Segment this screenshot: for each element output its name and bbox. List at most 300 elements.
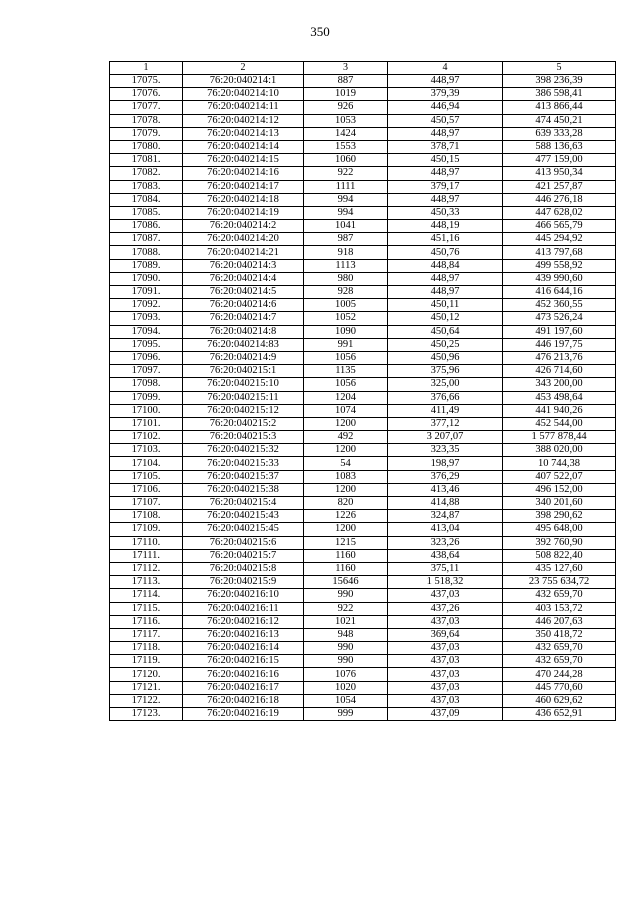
specific-value-cell: 448,97 (388, 167, 503, 180)
specific-value-cell: 448,97 (388, 127, 503, 140)
table-row (110, 602, 616, 615)
specific-value-cell: 448,97 (388, 75, 503, 88)
cadastral-number-cell: 76:20:040216:17 (183, 681, 304, 694)
cadastral-number-cell: 76:20:040214:18 (183, 193, 304, 206)
cadastral-value-cell: 477 159,00 (503, 154, 616, 167)
area-cell: 1200 (304, 523, 388, 536)
specific-value-cell: 450,57 (388, 114, 503, 127)
cadastral-number-cell: 76:20:040216:12 (183, 615, 304, 628)
area-cell: 1074 (304, 404, 388, 417)
row-number-cell: 17097. (110, 365, 183, 378)
specific-value-cell: 198,97 (388, 457, 503, 470)
specific-value-cell: 413,46 (388, 483, 503, 496)
specific-value-cell: 448,19 (388, 220, 503, 233)
area-cell: 922 (304, 602, 388, 615)
table-row (110, 206, 616, 219)
cadastral-value-cell: 398 236,39 (503, 75, 616, 88)
cadastral-value-cell: 340 201,60 (503, 497, 616, 510)
area-cell: 926 (304, 101, 388, 114)
row-number-cell: 17114. (110, 589, 183, 602)
cadastral-value-table (109, 61, 616, 721)
area-cell: 1005 (304, 299, 388, 312)
row-number-cell: 17118. (110, 642, 183, 655)
row-number-cell: 17123. (110, 708, 183, 721)
table-row (110, 101, 616, 114)
table-row (110, 220, 616, 233)
cadastral-value-cell: 446 207,63 (503, 615, 616, 628)
cadastral-number-cell: 76:20:040214:15 (183, 154, 304, 167)
specific-value-cell: 414,88 (388, 497, 503, 510)
cadastral-value-cell: 432 659,70 (503, 589, 616, 602)
table-row (110, 312, 616, 325)
area-cell: 1111 (304, 180, 388, 193)
table-row (110, 378, 616, 391)
cadastral-number-cell: 76:20:040214:2 (183, 220, 304, 233)
column-number-4: 4 (388, 62, 503, 75)
area-cell: 987 (304, 233, 388, 246)
specific-value-cell: 411,49 (388, 404, 503, 417)
area-cell: 1200 (304, 417, 388, 430)
cadastral-number-cell: 76:20:040214:13 (183, 127, 304, 140)
specific-value-cell: 450,12 (388, 312, 503, 325)
row-number-cell: 17080. (110, 140, 183, 153)
cadastral-number-cell: 76:20:040215:2 (183, 417, 304, 430)
area-cell: 820 (304, 497, 388, 510)
row-number-cell: 17078. (110, 114, 183, 127)
cadastral-number-cell: 76:20:040214:7 (183, 312, 304, 325)
cadastral-number-cell: 76:20:040214:20 (183, 233, 304, 246)
cadastral-value-cell: 470 244,28 (503, 668, 616, 681)
area-cell: 15646 (304, 576, 388, 589)
cadastral-value-cell: 446 276,18 (503, 193, 616, 206)
table-row (110, 246, 616, 259)
specific-value-cell: 375,96 (388, 365, 503, 378)
cadastral-value-cell: 432 659,70 (503, 642, 616, 655)
row-number-cell: 17102. (110, 431, 183, 444)
area-cell: 1204 (304, 391, 388, 404)
specific-value-cell: 450,33 (388, 206, 503, 219)
table-row (110, 259, 616, 272)
table-row (110, 615, 616, 628)
cadastral-number-cell: 76:20:040216:18 (183, 694, 304, 707)
cadastral-value-cell: 473 526,24 (503, 312, 616, 325)
table-row (110, 510, 616, 523)
cadastral-number-cell: 76:20:040215:7 (183, 549, 304, 562)
specific-value-cell: 375,11 (388, 562, 503, 575)
specific-value-cell: 450,15 (388, 154, 503, 167)
table-row (110, 127, 616, 140)
cadastral-number-cell: 76:20:040214:21 (183, 246, 304, 259)
table-row (110, 88, 616, 101)
table-row (110, 470, 616, 483)
cadastral-value-cell: 476 213,76 (503, 351, 616, 364)
cadastral-number-cell: 76:20:040216:10 (183, 589, 304, 602)
cadastral-value-cell: 386 598,41 (503, 88, 616, 101)
column-number-row (110, 62, 616, 75)
table-row (110, 444, 616, 457)
row-number-cell: 17111. (110, 549, 183, 562)
specific-value-cell: 323,35 (388, 444, 503, 457)
cadastral-number-cell: 76:20:040216:11 (183, 602, 304, 615)
cadastral-value-cell: 413 797,68 (503, 246, 616, 259)
row-number-cell: 17113. (110, 576, 183, 589)
table-row (110, 549, 616, 562)
row-number-cell: 17088. (110, 246, 183, 259)
cadastral-value-cell: 499 558,92 (503, 259, 616, 272)
row-number-cell: 17086. (110, 220, 183, 233)
cadastral-value-cell: 474 450,21 (503, 114, 616, 127)
cadastral-value-cell: 388 020,00 (503, 444, 616, 457)
table-row (110, 642, 616, 655)
area-cell: 1553 (304, 140, 388, 153)
area-cell: 1054 (304, 694, 388, 707)
cadastral-number-cell: 76:20:040216:15 (183, 655, 304, 668)
area-cell: 980 (304, 272, 388, 285)
row-number-cell: 17081. (110, 154, 183, 167)
row-number-cell: 17094. (110, 325, 183, 338)
cadastral-value-cell: 403 153,72 (503, 602, 616, 615)
cadastral-number-cell: 76:20:040215:45 (183, 523, 304, 536)
area-cell: 1135 (304, 365, 388, 378)
row-number-cell: 17109. (110, 523, 183, 536)
table-row (110, 523, 616, 536)
table-row (110, 431, 616, 444)
area-cell: 922 (304, 167, 388, 180)
table-row (110, 338, 616, 351)
table-row (110, 404, 616, 417)
area-cell: 887 (304, 75, 388, 88)
row-number-cell: 17087. (110, 233, 183, 246)
area-cell: 948 (304, 628, 388, 641)
cadastral-value-cell: 445 770,60 (503, 681, 616, 694)
row-number-cell: 17082. (110, 167, 183, 180)
area-cell: 1053 (304, 114, 388, 127)
cadastral-value-cell: 435 127,60 (503, 562, 616, 575)
specific-value-cell: 437,03 (388, 694, 503, 707)
area-cell: 999 (304, 708, 388, 721)
area-cell: 1019 (304, 88, 388, 101)
cadastral-value-cell: 639 333,28 (503, 127, 616, 140)
specific-value-cell: 3 207,07 (388, 431, 503, 444)
cadastral-number-cell: 76:20:040214:12 (183, 114, 304, 127)
cadastral-value-cell: 416 644,16 (503, 286, 616, 299)
table-row (110, 694, 616, 707)
table-row (110, 628, 616, 641)
row-number-cell: 17089. (110, 259, 183, 272)
cadastral-value-cell: 432 659,70 (503, 655, 616, 668)
row-number-cell: 17121. (110, 681, 183, 694)
row-number-cell: 17103. (110, 444, 183, 457)
area-cell: 1200 (304, 483, 388, 496)
cadastral-number-cell: 76:20:040214:17 (183, 180, 304, 193)
column-number-3: 3 (304, 62, 388, 75)
cadastral-value-cell: 439 990,60 (503, 272, 616, 285)
cadastral-value-cell: 426 714,60 (503, 365, 616, 378)
specific-value-cell: 451,16 (388, 233, 503, 246)
table-row (110, 417, 616, 430)
row-number-cell: 17116. (110, 615, 183, 628)
table-row (110, 180, 616, 193)
cadastral-value-cell: 447 628,02 (503, 206, 616, 219)
cadastral-value-cell: 495 648,00 (503, 523, 616, 536)
specific-value-cell: 437,03 (388, 668, 503, 681)
specific-value-cell: 376,66 (388, 391, 503, 404)
table-row (110, 167, 616, 180)
cadastral-value-cell: 436 652,91 (503, 708, 616, 721)
row-number-cell: 17095. (110, 338, 183, 351)
area-cell: 1060 (304, 154, 388, 167)
cadastral-number-cell: 76:20:040214:4 (183, 272, 304, 285)
row-number-cell: 17099. (110, 391, 183, 404)
row-number-cell: 17104. (110, 457, 183, 470)
area-cell: 1113 (304, 259, 388, 272)
cadastral-number-cell: 76:20:040214:3 (183, 259, 304, 272)
table-row (110, 193, 616, 206)
cadastral-number-cell: 76:20:040214:83 (183, 338, 304, 351)
area-cell: 1215 (304, 536, 388, 549)
area-cell: 991 (304, 338, 388, 351)
area-cell: 1160 (304, 562, 388, 575)
specific-value-cell: 448,97 (388, 286, 503, 299)
cadastral-number-cell: 76:20:040215:38 (183, 483, 304, 496)
specific-value-cell: 448,97 (388, 272, 503, 285)
table-row (110, 365, 616, 378)
cadastral-number-cell: 76:20:040214:9 (183, 351, 304, 364)
row-number-cell: 17084. (110, 193, 183, 206)
cadastral-value-cell: 445 294,92 (503, 233, 616, 246)
area-cell: 990 (304, 589, 388, 602)
specific-value-cell: 448,84 (388, 259, 503, 272)
cadastral-value-cell: 460 629,62 (503, 694, 616, 707)
area-cell: 994 (304, 206, 388, 219)
specific-value-cell: 379,17 (388, 180, 503, 193)
area-cell: 1041 (304, 220, 388, 233)
cadastral-value-cell: 1 577 878,44 (503, 431, 616, 444)
area-cell: 1076 (304, 668, 388, 681)
cadastral-value-cell: 452 360,55 (503, 299, 616, 312)
area-cell: 1020 (304, 681, 388, 694)
cadastral-number-cell: 76:20:040215:9 (183, 576, 304, 589)
column-number-5: 5 (503, 62, 616, 75)
cadastral-number-cell: 76:20:040216:13 (183, 628, 304, 641)
row-number-cell: 17079. (110, 127, 183, 140)
table-row (110, 576, 616, 589)
specific-value-cell: 437,26 (388, 602, 503, 615)
cadastral-value-cell: 441 940,26 (503, 404, 616, 417)
cadastral-number-cell: 76:20:040215:10 (183, 378, 304, 391)
area-cell: 1056 (304, 378, 388, 391)
table-row (110, 391, 616, 404)
table-row (110, 457, 616, 470)
area-cell: 1424 (304, 127, 388, 140)
cadastral-value-cell: 343 200,00 (503, 378, 616, 391)
cadastral-value-cell: 496 152,00 (503, 483, 616, 496)
specific-value-cell: 438,64 (388, 549, 503, 562)
area-cell: 492 (304, 431, 388, 444)
row-number-cell: 17119. (110, 655, 183, 668)
table-row (110, 497, 616, 510)
area-cell: 1090 (304, 325, 388, 338)
cadastral-value-cell: 407 522,07 (503, 470, 616, 483)
table-row (110, 655, 616, 668)
cadastral-value-cell: 413 866,44 (503, 101, 616, 114)
specific-value-cell: 376,29 (388, 470, 503, 483)
specific-value-cell: 450,11 (388, 299, 503, 312)
specific-value-cell: 413,04 (388, 523, 503, 536)
specific-value-cell: 450,25 (388, 338, 503, 351)
cadastral-number-cell: 76:20:040215:1 (183, 365, 304, 378)
row-number-cell: 17105. (110, 470, 183, 483)
table-row (110, 272, 616, 285)
row-number-cell: 17093. (110, 312, 183, 325)
specific-value-cell: 324,87 (388, 510, 503, 523)
cadastral-number-cell: 76:20:040214:14 (183, 140, 304, 153)
table-row (110, 140, 616, 153)
row-number-cell: 17122. (110, 694, 183, 707)
area-cell: 1052 (304, 312, 388, 325)
specific-value-cell: 437,03 (388, 589, 503, 602)
cadastral-number-cell: 76:20:040214:5 (183, 286, 304, 299)
row-number-cell: 17085. (110, 206, 183, 219)
row-number-cell: 17100. (110, 404, 183, 417)
cadastral-value-cell: 350 418,72 (503, 628, 616, 641)
cadastral-number-cell: 76:20:040215:33 (183, 457, 304, 470)
cadastral-number-cell: 76:20:040214:6 (183, 299, 304, 312)
row-number-cell: 17112. (110, 562, 183, 575)
cadastral-value-cell: 421 257,87 (503, 180, 616, 193)
row-number-cell: 17092. (110, 299, 183, 312)
cadastral-number-cell: 76:20:040214:8 (183, 325, 304, 338)
table-row (110, 668, 616, 681)
specific-value-cell: 437,03 (388, 615, 503, 628)
table-row (110, 708, 616, 721)
cadastral-number-cell: 76:20:040215:8 (183, 562, 304, 575)
cadastral-value-cell: 413 950,34 (503, 167, 616, 180)
cadastral-value-cell: 588 136,63 (503, 140, 616, 153)
cadastral-number-cell: 76:20:040215:43 (183, 510, 304, 523)
column-number-1: 1 (110, 62, 183, 75)
cadastral-value-cell: 446 197,75 (503, 338, 616, 351)
cadastral-number-cell: 76:20:040215:37 (183, 470, 304, 483)
page-number: 350 (310, 24, 330, 39)
row-number-cell: 17098. (110, 378, 183, 391)
cadastral-value-cell: 23 755 634,72 (503, 576, 616, 589)
area-cell: 990 (304, 655, 388, 668)
area-cell: 918 (304, 246, 388, 259)
row-number-cell: 17120. (110, 668, 183, 681)
area-cell: 1226 (304, 510, 388, 523)
table-row (110, 325, 616, 338)
specific-value-cell: 369,64 (388, 628, 503, 641)
cadastral-number-cell: 76:20:040215:6 (183, 536, 304, 549)
area-cell: 54 (304, 457, 388, 470)
cadastral-value-cell: 466 565,79 (503, 220, 616, 233)
table-row (110, 299, 616, 312)
row-number-cell: 17106. (110, 483, 183, 496)
specific-value-cell: 378,71 (388, 140, 503, 153)
cadastral-number-cell: 76:20:040215:11 (183, 391, 304, 404)
table-row (110, 233, 616, 246)
specific-value-cell: 377,12 (388, 417, 503, 430)
specific-value-cell: 437,03 (388, 655, 503, 668)
specific-value-cell: 437,09 (388, 708, 503, 721)
row-number-cell: 17076. (110, 88, 183, 101)
table-row (110, 562, 616, 575)
row-number-cell: 17077. (110, 101, 183, 114)
cadastral-number-cell: 76:20:040215:12 (183, 404, 304, 417)
row-number-cell: 17108. (110, 510, 183, 523)
specific-value-cell: 450,96 (388, 351, 503, 364)
cadastral-number-cell: 76:20:040215:32 (183, 444, 304, 457)
cadastral-number-cell: 76:20:040214:16 (183, 167, 304, 180)
specific-value-cell: 379,39 (388, 88, 503, 101)
area-cell: 994 (304, 193, 388, 206)
row-number-cell: 17107. (110, 497, 183, 510)
table-row (110, 536, 616, 549)
row-number-cell: 17083. (110, 180, 183, 193)
area-cell: 1083 (304, 470, 388, 483)
table-body (110, 62, 616, 721)
specific-value-cell: 446,94 (388, 101, 503, 114)
specific-value-cell: 448,97 (388, 193, 503, 206)
cadastral-value-cell: 491 197,60 (503, 325, 616, 338)
table-row (110, 286, 616, 299)
cadastral-number-cell: 76:20:040214:10 (183, 88, 304, 101)
specific-value-cell: 450,76 (388, 246, 503, 259)
row-number-cell: 17110. (110, 536, 183, 549)
specific-value-cell: 325,00 (388, 378, 503, 391)
row-number-cell: 17115. (110, 602, 183, 615)
table-row (110, 154, 616, 167)
cadastral-value-cell: 392 760,90 (503, 536, 616, 549)
table-row (110, 681, 616, 694)
table-row (110, 483, 616, 496)
cadastral-value-cell: 10 744,38 (503, 457, 616, 470)
specific-value-cell: 323,26 (388, 536, 503, 549)
cadastral-number-cell: 76:20:040214:19 (183, 206, 304, 219)
row-number-cell: 17091. (110, 286, 183, 299)
area-cell: 1200 (304, 444, 388, 457)
cadastral-number-cell: 76:20:040214:1 (183, 75, 304, 88)
cadastral-number-cell: 76:20:040216:16 (183, 668, 304, 681)
cadastral-value-cell: 508 822,40 (503, 549, 616, 562)
column-number-2: 2 (183, 62, 304, 75)
row-number-cell: 17090. (110, 272, 183, 285)
specific-value-cell: 450,64 (388, 325, 503, 338)
cadastral-number-cell: 76:20:040214:11 (183, 101, 304, 114)
cadastral-value-cell: 453 498,64 (503, 391, 616, 404)
row-number-cell: 17117. (110, 628, 183, 641)
cadastral-number-cell: 76:20:040215:3 (183, 431, 304, 444)
table-row (110, 589, 616, 602)
specific-value-cell: 437,03 (388, 681, 503, 694)
cadastral-number-cell: 76:20:040215:4 (183, 497, 304, 510)
cadastral-number-cell: 76:20:040216:14 (183, 642, 304, 655)
area-cell: 1021 (304, 615, 388, 628)
cadastral-value-cell: 398 290,62 (503, 510, 616, 523)
specific-value-cell: 1 518,32 (388, 576, 503, 589)
cadastral-value-cell: 452 544,00 (503, 417, 616, 430)
cadastral-number-cell: 76:20:040216:19 (183, 708, 304, 721)
table-row (110, 114, 616, 127)
row-number-cell: 17075. (110, 75, 183, 88)
table-row (110, 351, 616, 364)
row-number-cell: 17096. (110, 351, 183, 364)
area-cell: 928 (304, 286, 388, 299)
specific-value-cell: 437,03 (388, 642, 503, 655)
area-cell: 1160 (304, 549, 388, 562)
table-row (110, 75, 616, 88)
